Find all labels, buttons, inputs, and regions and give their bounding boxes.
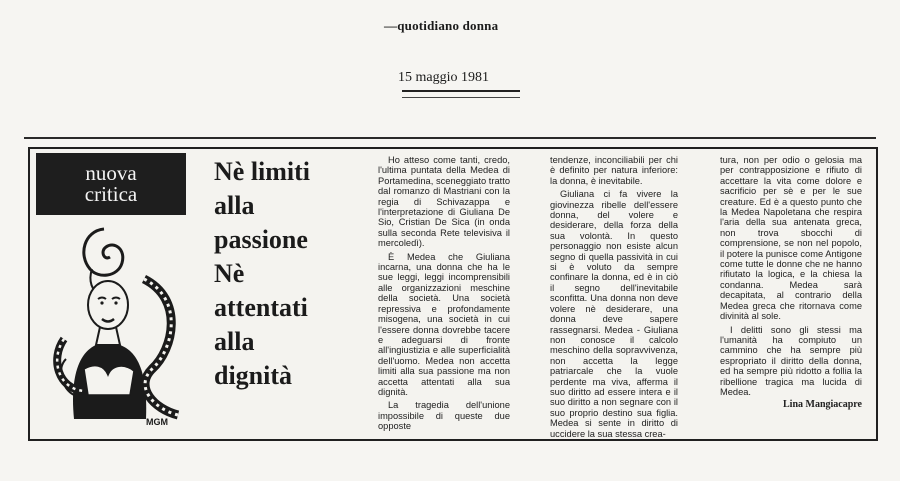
publication-name: quotidiano donna xyxy=(397,18,499,33)
article-column-2 xyxy=(550,155,678,442)
headline-line: alla xyxy=(214,327,255,356)
date-underline xyxy=(402,90,520,92)
headline-line: attentati xyxy=(214,293,308,322)
woman-caricature-illustration xyxy=(44,219,184,429)
masthead xyxy=(384,18,498,34)
headline-line: passione xyxy=(214,225,308,254)
article-paragraph: I delitti sono gli stessi ma l'umanità ha compiuto un cammino che ha sempre più espropriato il diritto della donna, ed ha sempre più ridotto a follia la ribellione tragica ma lucida di Medea. xyxy=(720,324,862,397)
illustrator-initials: MGM xyxy=(146,417,168,427)
headline-line: alla xyxy=(214,191,255,220)
article-paragraph: È Medea che Giuliana incarna, una donna che ha le sue leggi, leggi incomprensibili alle organizzazioni meschine della società. Una società repressiva e profondamente misogena, una società in cui l'essere donna dovrebbe tacere e adeguarsi di fronte all'ingiustizia e alle superficialità dell'uomo. Medea non accetta limiti alla sua passione ma non accetta attentati alla sua dignità. xyxy=(378,251,510,397)
headline-line: Nè xyxy=(214,259,245,288)
article-column-3 xyxy=(720,155,862,411)
article-paragraph: tura, non per odio o gelosia ma per contrapposizione e rifiuto di accettare la vita come dolore e sacrificio per sè e per le sue creature. Ed è a questo punto che la Medea Napoletana che respira l'aria della sua antenata greca, non trova sbocchi di comprensione, se non nel popolo, il potere la punisce come Antigone come tutte le donne che ne hanno rifiutato la logica, e la chiesa la condanna. Medea sarà decapitata, al contrario della Medea greca che ritornava come divinità al sole. xyxy=(720,155,862,322)
page-divider xyxy=(24,137,876,139)
article-paragraph: Giuliana ci fa vivere la giovinezza ribelle dell'essere donna, del volere e desiderare, della forza della sua volontà. In questo personaggio non esiste alcun segno di quella passività in cui si è voluto da sempre confinare la donna, ed è in ciò il segno dell'inevitabile sconfitta. Una donna non deve volere nè desiderare, una donna deve sapere rassegnarsi. Medea - Giuliana non conosce il calcolo meschino della sopravvivenza, non accetta la legge patriarcale che la vuole perdente ma viva, afferma il suo diritto ad essere intera e il suo diritto a non segnare con il suo proprio destino sua figlia. Medea si sente in diritto di uccidere la sua stessa crea- xyxy=(550,189,678,439)
article-column-1 xyxy=(378,155,510,435)
headline-line: Nè limiti xyxy=(214,157,311,186)
headline-line: dignità xyxy=(214,361,293,390)
date-underline-secondary xyxy=(402,97,520,98)
article-clipping xyxy=(28,147,878,441)
article-paragraph: tendenze, inconciliabili per chi è definito per natura inferiore: la donna, è inevitabile. xyxy=(550,155,678,186)
rubric-line-1: nuova xyxy=(85,161,137,185)
rubric-line-2: critica xyxy=(84,182,138,206)
author-signature: Lina Mangiacapre xyxy=(783,399,862,411)
rubric-box xyxy=(36,153,186,215)
dateline: 15 maggio 1981 xyxy=(398,70,489,85)
rubric-title xyxy=(36,153,186,205)
masthead-dash: — xyxy=(384,18,398,33)
headline xyxy=(214,155,374,393)
article-paragraph: Ho atteso come tanti, credo, l'ultima puntata della Medea di Portamedina, sceneggiato tratto dal romanzo di Mastriani con la regia di Schivazappa e l'interpretazione di Giuliana De Sio, Cristian De Sica (in onda sulla seconda Rete televisiva il mercoledì). xyxy=(378,155,510,249)
article-paragraph: La tragedia dell'unione impossibile di queste due opposte xyxy=(378,400,510,432)
